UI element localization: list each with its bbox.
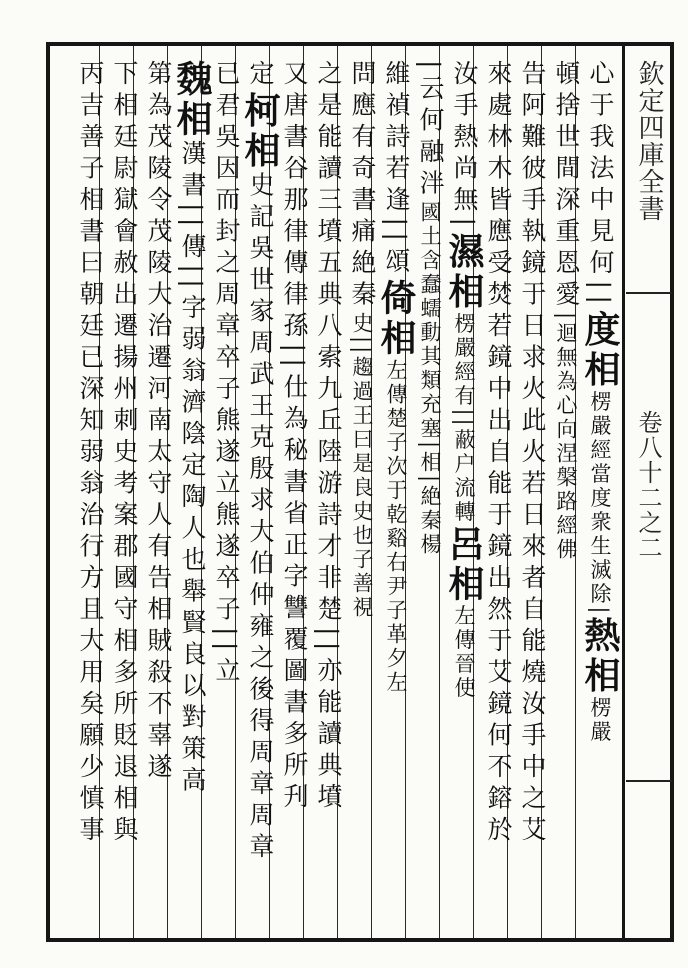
text-segment: 頓捨世間深重恩愛 xyxy=(552,60,581,312)
text-segment: 經佛 xyxy=(554,514,578,563)
running-head-volume: 卷八十二之二 xyxy=(634,410,662,560)
text-column xyxy=(68,60,112,930)
entry-heading: 濕相 xyxy=(443,232,485,313)
text-segment: 來處林木皆應受焚若鏡中出自能于鏡出然于艾鏡何不鎔於 xyxy=(484,60,513,848)
text-segment: 維禎詩若逢||頌 xyxy=(382,60,411,279)
text-segment: 已君吳因而封之周章卒子熊遂立熊遂卒子||立 xyxy=(212,60,241,689)
text-segment: 又唐書谷那律傳律孫||仕為秘書省正字讐覆圖書多所刋 xyxy=(280,60,309,815)
text-segment: 之是能讀三墳五典八索九丘陸游詩才非楚||亦能讀典墳 xyxy=(314,60,343,815)
entry-heading: 魏相 xyxy=(171,60,213,140)
text-segment: 汝手熱尚無| xyxy=(450,60,479,233)
text-segment: 漢書||傳||字弱翁濟陰定陶人也舉賢良以對策高 xyxy=(178,140,207,799)
text-segment: |迴無為心向涅槃路 xyxy=(554,312,578,515)
running-head-tick xyxy=(626,292,672,294)
text-segment: 心于我法中見何|| xyxy=(586,60,615,311)
text-segment: 史||趨過王曰是良史也子善視 xyxy=(350,312,374,621)
text-segment: 左傳晉使 xyxy=(452,604,476,701)
text-segment: 告阿難彼手執鏡于日求火此火若日來者自能燒汝手中之艾 xyxy=(518,60,547,848)
text-segment: 下相廷尉獄會赦出遷揚州刺史考案郡國守相多所貶退相與 xyxy=(110,60,139,848)
running-head-title: 欽定四庫全書 xyxy=(634,60,664,222)
entry-heading: 熱相 xyxy=(579,616,621,697)
text-segment: 丙吉善子相書曰朝廷已深知弱翁治行方且大用矣願少慎事 xyxy=(76,60,105,848)
text-segment: |云何融泮 xyxy=(416,60,445,201)
text-segment: 定 xyxy=(246,60,275,92)
text-segment: 問應有奇書痛絶秦 xyxy=(348,60,377,312)
text-segment: 楞嚴經有||蔽户流轉 xyxy=(452,312,476,525)
text-segment: 楞嚴經當度衆生滅除| xyxy=(588,390,612,617)
text-segment: 史記吳世家周武王克殷求大伯仲雍之後得周章周章 xyxy=(246,171,275,865)
text-segment: 楞嚴 xyxy=(588,696,612,745)
running-head-tick xyxy=(626,780,672,782)
text-segment: 第為茂陵令茂陵大治遷河南太守人有告相賊殺不辜遂 xyxy=(144,60,173,785)
text-segment: 國土含蠢蠕動其類充塞 xyxy=(418,200,442,441)
entry-heading: 柯相 xyxy=(239,91,281,172)
entry-heading: 呂相 xyxy=(443,524,485,605)
entry-heading: 倚相 xyxy=(375,278,417,359)
entry-heading: 度相 xyxy=(579,310,621,391)
text-segment: |相|絶秦楊 xyxy=(418,440,442,558)
text-segment: 左傳楚子次于乾谿右尹子革夕左 xyxy=(384,358,408,695)
running-head-rule xyxy=(622,42,625,942)
